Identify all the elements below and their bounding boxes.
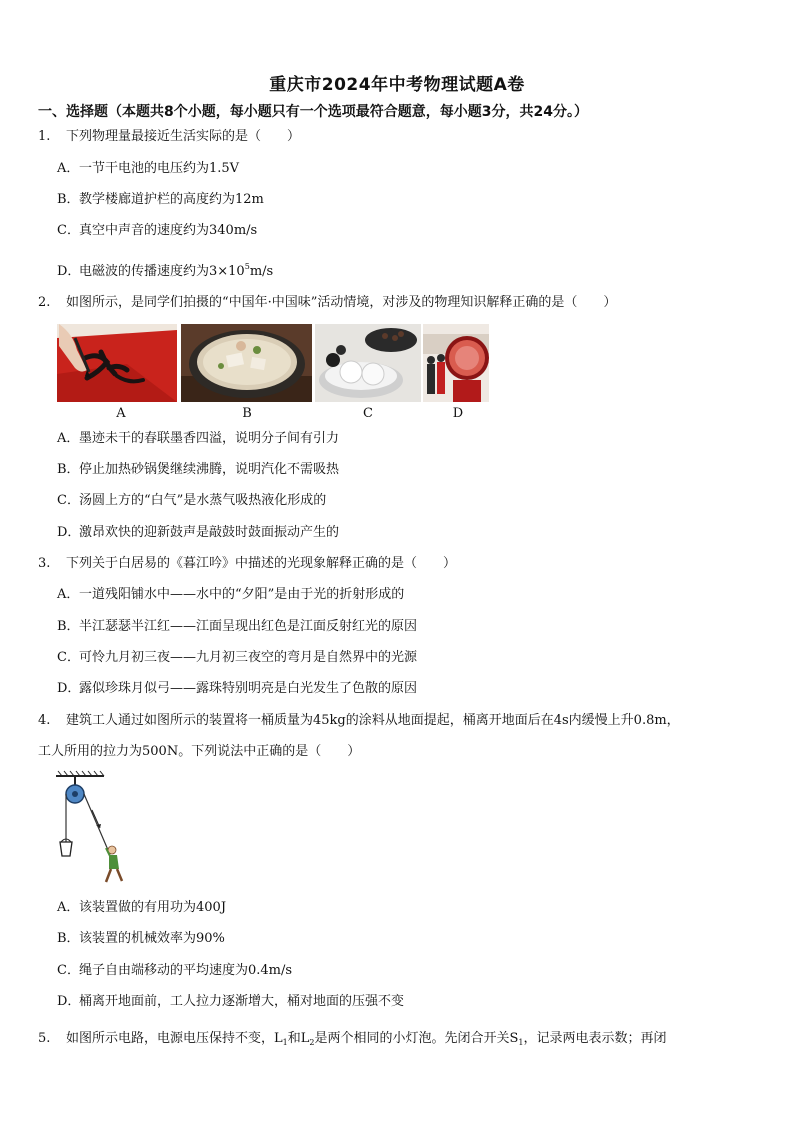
photo-label-b: B [242,406,252,421]
q3-option-a [57,586,404,604]
symbol-l2: L [300,1031,310,1046]
question-3-stem [38,555,456,573]
q4-option-b [57,930,225,948]
option-text: 半江瑟瑟半江红——江面呈现出红色是江面反射红光的原因 [79,619,418,634]
option-label: D． [57,681,81,696]
option-text: 一节干电池的电压约为1.5V [79,161,240,176]
photo-label-d: D [452,406,464,421]
q4-option-c [57,962,292,980]
option-text: 停止加热砂锅煲继续沸腾，说明汽化不需吸热 [79,462,340,477]
question-5-stem [38,1030,667,1052]
exponent: 5 [244,262,250,271]
question-text: 下列关于白居易的《暮江吟》中描述的光现象解释正确的是（ ） [66,556,457,571]
q1-option-c [57,222,257,240]
q1-option-b [57,191,264,209]
question-text: ，记录两电表示数；再闭 [523,1031,667,1046]
option-label: D． [57,525,81,540]
option-text: 该装置的机械效率为90% [79,931,225,946]
option-label: B． [57,192,80,207]
q2-option-c [57,492,326,510]
photo-c-tangyuan [315,324,421,402]
option-text: 墨迹未干的春联墨香四溢，说明分子间有引力 [79,431,340,446]
q2-option-b [57,461,339,479]
q1-option-a [57,160,239,178]
question-text: 建筑工人通过如图所示的装置将一桶质量为45kg的涂料从地面提起，桶离开地面后在4s内缓慢上升0.8m， [66,713,680,728]
option-label: A． [57,161,80,176]
q4-option-a [57,899,226,917]
question-number: 1. [38,129,51,144]
question-number: 4. [38,713,51,728]
question-text: 如图所示电路，电源电压保持不变， [66,1031,275,1046]
option-text: 激昂欢快的迎新鼓声是敲鼓时鼓面振动产生的 [79,525,340,540]
section-heading-choice: 一、选择题（本题共8个小题，每小题只有一个选项最符合题意，每小题3分，共24分。） [38,104,588,120]
question-text: 下列物理量最接近生活实际的是（ ） [66,129,301,144]
q3-option-d [57,680,417,698]
photo-label-c: C [363,406,373,421]
option-label: A． [57,587,80,602]
q3-option-c [57,649,417,667]
subscript: 1 [518,1038,524,1047]
option-label: D． [57,994,81,1009]
question-number: 5. [38,1031,51,1046]
question-4-stem-line2: 工人所用的拉力为500N。下列说法中正确的是（ ） [38,744,361,759]
question-2-stem [38,294,616,312]
question-text: 如图所示，是同学们拍摄的“中国年·中国味”活动情境，对涉及的物理知识解释正确的是（ ） [66,295,617,310]
option-text: 电磁波的传播速度约为3×10 [79,264,245,279]
option-text: 汤圆上方的“白气”是水蒸气吸热液化形成的 [79,493,327,508]
option-text: 教学楼廊道护栏的高度约为12m [79,192,264,207]
question-text: 是两个相同的小灯泡。先闭合开关 [314,1031,510,1046]
q2-option-a [57,430,339,448]
option-text: 可怜九月初三夜——九月初三夜空的弯月是自然界中的光源 [79,650,418,665]
option-label: A． [57,900,80,915]
page-title: 重庆市2024年中考物理试题A卷 [269,75,525,95]
option-text: 露似珍珠月似弓——露珠特别明亮是白光发生了色散的原因 [79,681,418,696]
photo-d-drum [423,324,489,402]
q3-option-b [57,618,417,636]
symbol-s1: S [509,1031,519,1046]
photo-a-calligraphy [57,324,177,402]
option-label: C． [57,650,80,665]
photo-label-a: A [116,406,126,421]
subscript: 2 [309,1038,315,1047]
q1-option-d [57,258,273,281]
option-label: C． [57,963,80,978]
symbol-l1: L [274,1031,283,1046]
photo-b-claypot-soup [181,324,312,402]
question-1-stem [38,128,300,146]
q4-option-d [57,993,404,1011]
question-number: 3. [38,556,51,571]
option-label: A． [57,431,80,446]
option-text: 真空中声音的速度约为340m/s [79,223,258,238]
option-text: 桶离开地面前，工人拉力逐渐增大，桶对地面的压强不变 [79,994,405,1009]
option-label: B． [57,462,80,477]
option-label: C． [57,493,80,508]
q2-option-d [57,524,339,542]
question-number: 2. [38,295,51,310]
option-text-unit: m/s [249,264,274,279]
question-4-stem [38,712,680,730]
option-text: 绳子自由端移动的平均速度为0.4m/s [79,963,293,978]
option-label: D． [57,264,81,279]
option-text: 一道残阳铺水中——水中的“夕阳”是由于光的折射形成的 [79,587,405,602]
subscript: 1 [282,1038,288,1047]
option-label: B． [57,931,80,946]
option-text: 该装置做的有用功为400J [79,900,227,915]
option-label: B． [57,619,80,634]
option-label: C． [57,223,80,238]
pulley-figure [52,770,142,888]
question-text: 和 [287,1031,301,1046]
